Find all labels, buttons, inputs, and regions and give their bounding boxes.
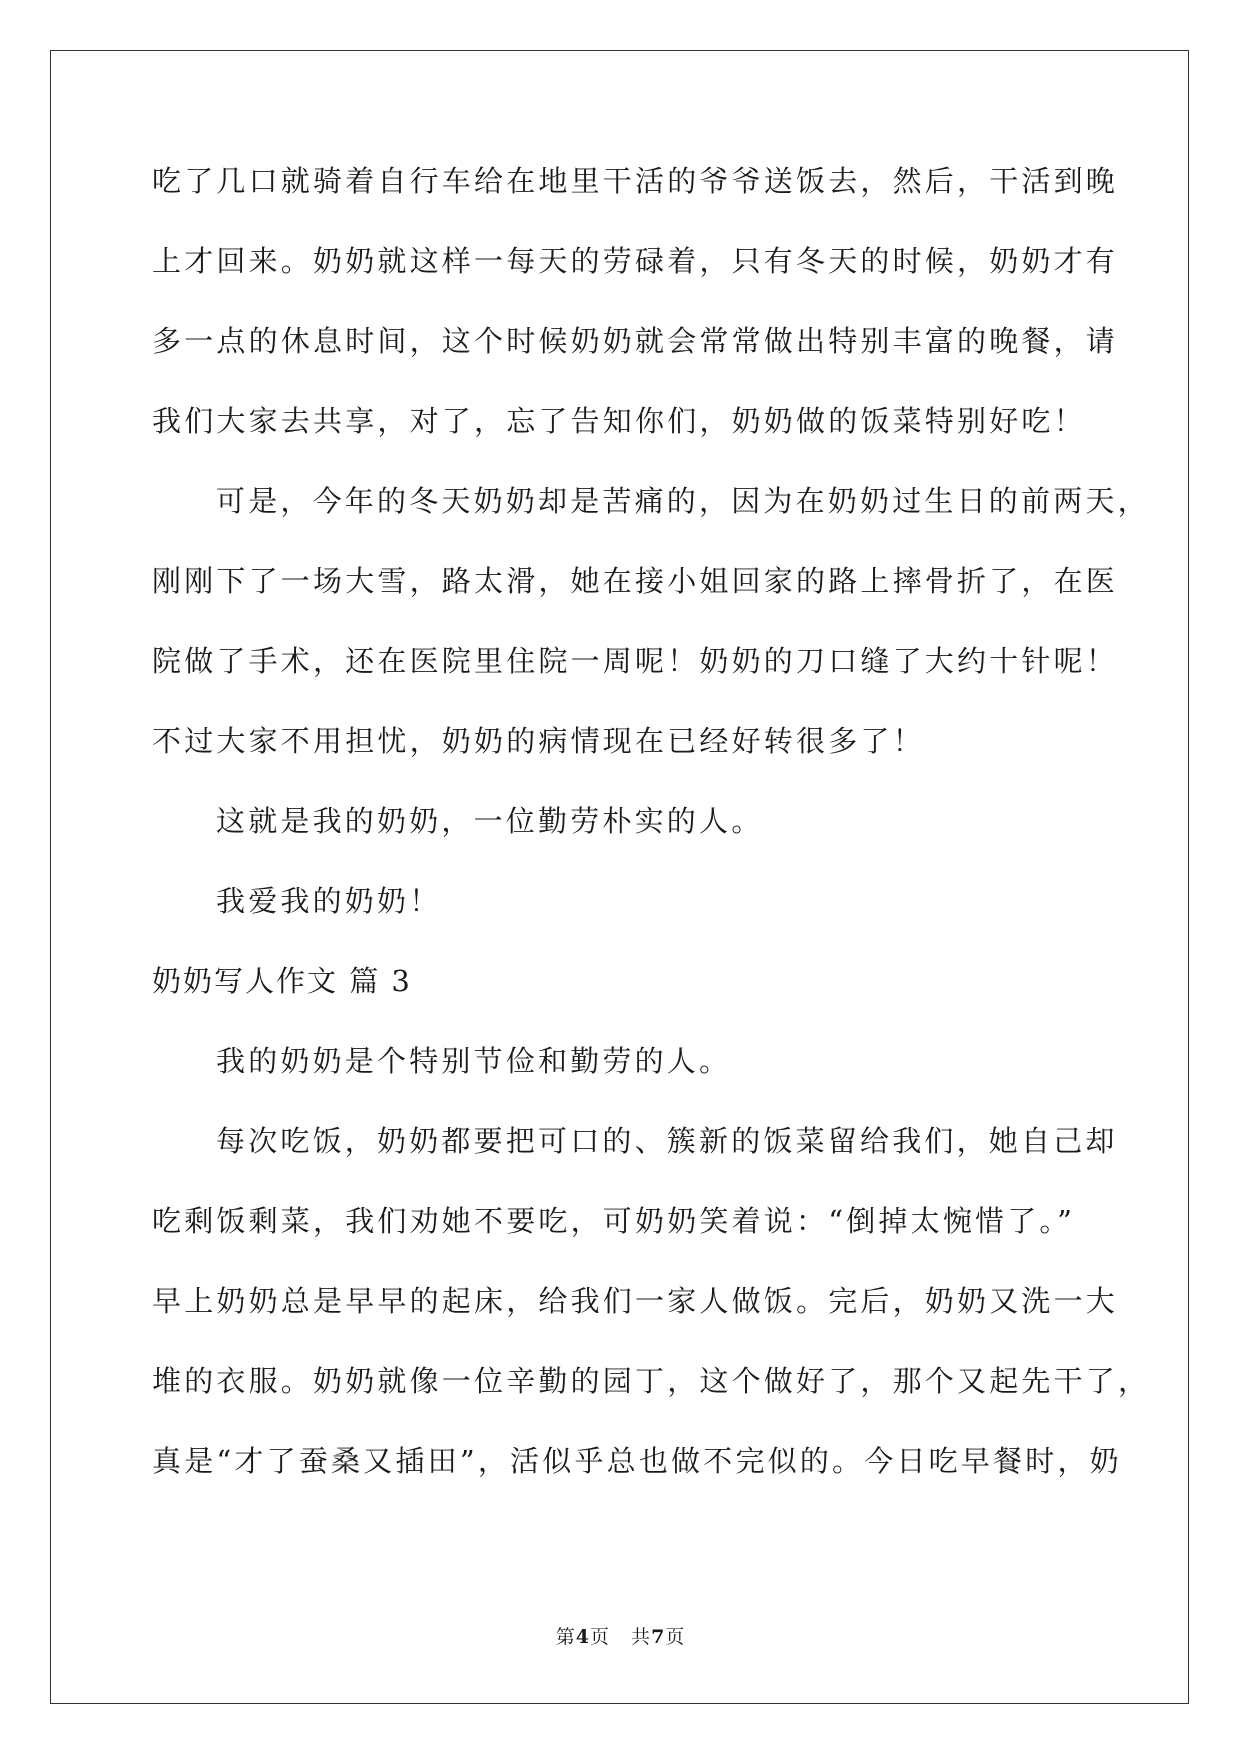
- text-line: 这就是我的奶奶，一位勤劳朴实的人。: [216, 804, 764, 838]
- text-line: 刚刚下了一场大雪，路太滑，她在接小姐回家的路上摔骨折了，在医: [152, 564, 1119, 598]
- page-footer: [0, 1622, 1241, 1649]
- text-line: 每次吃饭，奶奶都要把可口的、簇新的饭菜留给我们，她自己却: [216, 1124, 1118, 1158]
- footer-prefix: 第: [555, 1626, 576, 1648]
- text-line: 我爱我的奶奶！: [216, 884, 442, 918]
- text-line: 上才回来。奶奶就这样一每天的劳碌着，只有冬天的时候，奶奶才有: [152, 244, 1119, 278]
- text-line: 院做了手术，还在医院里住院一周呢！奶奶的刀口缝了大约十针呢！: [152, 644, 1119, 678]
- footer-suffix: 页: [665, 1626, 686, 1648]
- footer-middle: 页 共: [589, 1626, 652, 1648]
- text-line: 可是，今年的冬天奶奶却是苦痛的，因为在奶奶过生日的前两天，: [216, 484, 1150, 518]
- text-line: 真是“才了蚕桑又插田”，活似乎总也做不完似的。今日吃早餐时，奶: [152, 1444, 1122, 1478]
- text-line: 不过大家不用担忧，奶奶的病情现在已经好转很多了！: [152, 724, 925, 758]
- total-page-number: 7: [651, 1626, 666, 1648]
- document-body: [152, 160, 1151, 1520]
- current-page-number: 4: [575, 1626, 590, 1648]
- text-line: 早上奶奶总是早早的起床，给我们一家人做饭。完后，奶奶又洗一大: [152, 1284, 1119, 1318]
- text-line: 我们大家去共享，对了，忘了告知你们，奶奶做的饭菜特别好吃！: [152, 404, 1086, 438]
- text-line: 吃剩饭剩菜，我们劝她不要吃，可奶奶笑着说：“倒掉太惋惜了。”: [152, 1204, 1076, 1238]
- text-line: 多一点的休息时间，这个时候奶奶就会常常做出特别丰富的晚餐，请: [152, 324, 1119, 358]
- section-heading: 奶奶写人作文 篇 3: [152, 964, 412, 998]
- text-line: 我的奶奶是个特别节俭和勤劳的人。: [216, 1044, 732, 1078]
- text-line: 堆的衣服。奶奶就像一位辛勤的园丁，这个做好了，那个又起先干了，: [152, 1364, 1151, 1398]
- text-line: 吃了几口就骑着自行车给在地里干活的爷爷送饭去，然后，干活到晚: [152, 164, 1119, 198]
